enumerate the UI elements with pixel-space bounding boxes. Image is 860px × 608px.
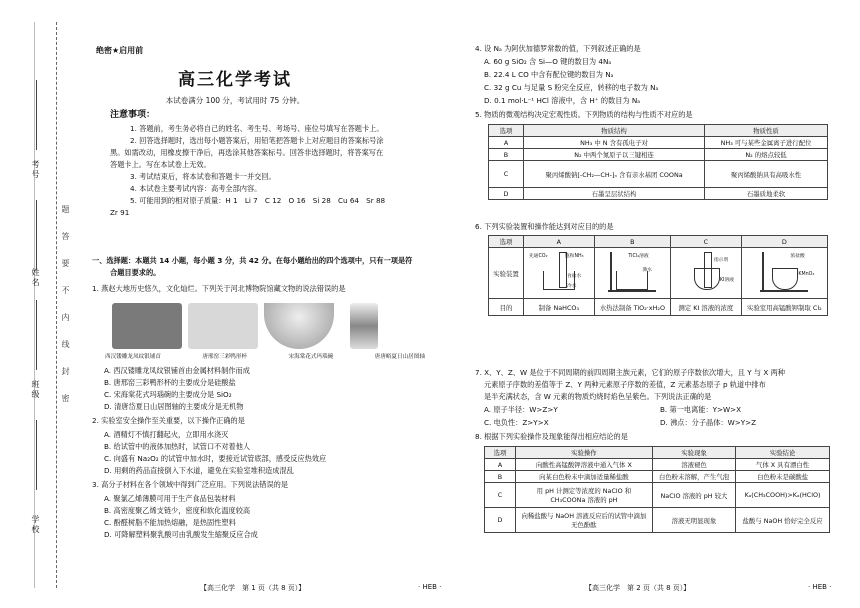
flask-shape [772, 268, 798, 290]
seal-char: 线 [61, 340, 70, 348]
table-cell: N₂ 中两个氮原子以三键相连 [524, 149, 705, 161]
apparatus-b-drawing [602, 250, 662, 294]
table-row [489, 299, 828, 316]
option: D. 用剩的药品直接倒入下水道，避免在实验室堆积造成混乱 [104, 466, 294, 475]
stand-shape [610, 252, 612, 292]
table-header: 实验现象 [652, 447, 735, 459]
table-header: 选项 [489, 125, 524, 137]
table-cell: 测定 KI 溶液的浓度 [670, 299, 741, 316]
field-class: 班级 [31, 380, 40, 400]
table-cell: Kₐ(CH₃COOH)>Kₐ(HClO) [736, 483, 830, 508]
section-heading: 一、选择题：本题共 14 小题，每小题 3 分，共 42 分。在每小题给出的四个选项中，只有一项是符 [92, 256, 413, 265]
option: B. 高密度聚乙烯支链少，密度和软化温度较高 [104, 506, 251, 515]
table-cell: A [485, 459, 516, 471]
table-cell: 制备 NaHCO₃ [524, 299, 595, 316]
option: A. 西汉镂雕龙凤纹银铺首由金属材料制作而成 [104, 366, 250, 375]
notice-item: 4. 本试卷主要考试内容：高考全部内容。 [130, 184, 262, 193]
table-cell: 石墨呈层状结构 [524, 188, 705, 200]
option: D. 可降解塑料聚乳酸可由乳酸发生缩聚反应合成 [104, 530, 258, 539]
notice-item: 3. 考试结束后，将本试卷和答题卡一并交回。 [130, 172, 276, 181]
apparatus-c [670, 248, 741, 299]
field-exam-number: 考号 [31, 160, 40, 180]
experiment-conclusion-table [484, 446, 830, 533]
field-school-line [36, 420, 37, 490]
field-class-line [36, 300, 37, 370]
notice-item: Zr 91 [110, 208, 130, 217]
table-header: 实验操作 [516, 447, 653, 459]
table-row [489, 149, 828, 161]
table-cell: D [489, 188, 524, 200]
question-stem: 2. 实验室安全操作至关重要，以下操作正确的是 [92, 416, 245, 425]
notice-heading: 注意事项： [110, 110, 156, 120]
table-cell: 向某白色粉末中滴加适量稀盐酸 [516, 471, 653, 483]
field-name: 姓名 [31, 268, 40, 288]
table-cell: C [489, 161, 524, 188]
field-name-line [36, 200, 37, 270]
question-stem: 7. X、Y、Z、W 是位于不同周期的前四周期主族元素，它们的原子序数依次增大，且 Y 与 X 两种 [475, 368, 785, 377]
table-header: B [594, 236, 670, 248]
section-heading-cont: 合题目要求的。 [110, 268, 161, 277]
publisher-mark: · HEB · [418, 583, 442, 591]
table-row [485, 471, 830, 483]
artifact-caption: 唐唐峪夏日山居图轴 [374, 354, 425, 360]
binding-margin [0, 0, 78, 608]
artifact-duck-cup-image [188, 303, 258, 349]
notice-item: 黑。如需改动，用橡皮擦干净后，再选涂其他答案标号。回答非选择题时，将答案写在 [110, 148, 384, 157]
table-cell: A [489, 137, 524, 149]
artifact-agate-bowl-image [264, 303, 334, 349]
apparatus-b [594, 248, 670, 299]
table-cell: 向稀盐酸与 NaOH 溶液反应后的试管中滴加无色酚酞 [516, 508, 653, 533]
table-cell: 气体 X 具有漂白性 [736, 459, 830, 471]
seal-char: 密 [61, 394, 70, 402]
question-stem: 8. 根据下列实验操作及现象能得出相应结论的是 [475, 432, 628, 441]
option: A. 原子半径：W>Z>Y [484, 405, 558, 414]
seal-char: 要 [61, 259, 70, 267]
table-row [485, 459, 830, 471]
option: B. 第一电离能：Y>W>X [660, 405, 742, 414]
table-cell: B [489, 149, 524, 161]
field-exam-number-line [36, 80, 37, 150]
table-header: 选项 [485, 447, 516, 459]
question-stem: 6. 下列实验装置和操作能达到对应目的的是 [475, 222, 614, 231]
table-header: A [524, 236, 595, 248]
apparatus-a-drawing [529, 250, 589, 294]
apparatus-label: TiCl₄溶液 [628, 254, 649, 259]
apparatus-label: 浓盐酸 [790, 254, 805, 259]
option: B. 22.4 L CO 中含有配位键的数目为 Nₐ [484, 70, 614, 79]
artifact-silver-knocker-image [112, 303, 182, 349]
option: C. 电负性：Z>Y>X [484, 418, 549, 427]
option: D. 清唐岱夏日山居图轴的主要成分是无机物 [104, 402, 244, 411]
option: C. 宋海棠花式玛瑙碗的主要成分是 SiO₂ [104, 390, 232, 399]
page-title: 高三化学考试 [178, 70, 292, 90]
apparatus-label: 冷水 [566, 284, 577, 289]
table-cell: 实验装置 [489, 248, 524, 299]
stand-base-shape [608, 290, 656, 292]
notice-item: 2. 回答选择题时，选出每小题答案后，用铅笔把答题卡上对应题目的答案标号涂 [130, 136, 384, 145]
page-footer: 【高三化学 第 1 页（共 8 页）】 [200, 584, 306, 592]
option: C. 向盛有 Na₂O₂ 的试管中加水时，要接近试管底部，感受反应热效应 [104, 454, 327, 463]
artifact-scroll-image [350, 303, 378, 349]
confidential-mark: 绝密★启用前 [96, 46, 144, 55]
apparatus-table [488, 235, 828, 316]
table-header: 物质结构 [524, 125, 705, 137]
table-cell: 实验室用高锰酸钾制取 Cl₂ [741, 299, 827, 316]
seal-char: 题 [61, 205, 70, 213]
table-cell: C [485, 483, 516, 508]
artifact-caption: 宋海棠花式玛瑙碗 [288, 354, 334, 360]
table-header: 物质性质 [705, 125, 828, 137]
seal-char: 不 [61, 286, 70, 294]
artifact-images [112, 303, 412, 353]
table-cell: NaClO 溶液的 pH 较大 [652, 483, 735, 508]
apparatus-a [524, 248, 595, 299]
field-school: 学校 [31, 515, 40, 535]
publisher-mark: · HEB · [808, 583, 832, 591]
table-cell: 目的 [489, 299, 524, 316]
table-cell: 聚丙烯酸钠具有高吸水性 [705, 161, 828, 188]
apparatus-d [741, 248, 827, 299]
table-cell: 溶液无明显现象 [652, 508, 735, 533]
table-cell: D [485, 508, 516, 533]
table-header: C [670, 236, 741, 248]
apparatus-label: 食盐水 [566, 274, 582, 279]
notice-item: 1. 答题前，考生务必将自己的姓名、考生号、考场号、座位号填写在答题卡上。 [130, 124, 384, 133]
option: D. 沸点：分子晶体：W>Y>Z [660, 418, 757, 427]
table-cell: 向酸性高锰酸钾溶液中通入气体 X [516, 459, 653, 471]
seal-char: 内 [61, 313, 70, 321]
table-cell: B [485, 471, 516, 483]
table-header: D [741, 236, 827, 248]
binding-rule [34, 22, 35, 588]
table-cell: NH₃ 中 N 含有孤电子对 [524, 137, 705, 149]
table-cell: 白色粉末是碳酸盐 [736, 471, 830, 483]
seal-dashed-line [56, 22, 57, 588]
apparatus-label: KI溶液 [719, 278, 734, 283]
apparatus-c-drawing [676, 250, 736, 294]
question-stem: 3. 高分子材料在各个领域中得到广泛应用。下列说法错误的是 [92, 480, 289, 489]
page-footer: 【高三化学 第 2 页（共 8 页）】 [585, 584, 691, 592]
structure-property-table [488, 124, 828, 200]
table-row [489, 161, 828, 188]
table-cell: 聚丙烯酸钠[-CH₂—CH-]ₙ 含有亲水基团 COONa [524, 161, 705, 188]
table-cell: N₂ 的熔点较低 [705, 149, 828, 161]
exam-subtitle: 本试卷满分 100 分，考试用时 75 分钟。 [165, 96, 305, 105]
table-row [485, 483, 830, 508]
table-cell: 溶液褪色 [652, 459, 735, 471]
apparatus-label: 指示剂 [713, 258, 729, 263]
artifact-caption: 西汉镂雕龙凤纹银铺首 [105, 354, 161, 360]
question-stem-cont: 元素原子序数的差值等于 Z、Y 两种元素原子序数的差值，Z 元素基态原子 p 轨道中排布 [484, 380, 766, 389]
option: C. 32 g Cu 与足量 S 粉完全反应，转移的电子数为 Nₐ [484, 83, 659, 92]
notice-item: 5. 可能用到的相对原子质量：H 1 Li 7 C 12 O 16 Si 28 Cu 64 Sr 88 [130, 196, 386, 205]
question-stem-cont: 是半充满状态，含 W 元素的物质灼烧时焰色呈紫色。下列说法正确的是 [484, 392, 712, 401]
table-header: 选项 [489, 236, 524, 248]
stand-base-shape [760, 290, 808, 292]
apparatus-label: KMnO₄ [798, 272, 815, 277]
table-row [485, 508, 830, 533]
table-cell: 用 pH 计测定等浓度的 NaClO 和 CH₃COONa 溶液的 pH [516, 483, 653, 508]
table-row [489, 188, 828, 200]
table-row [489, 137, 828, 149]
table-header: 实验结论 [736, 447, 830, 459]
stand-shape [762, 252, 764, 292]
burette-shape [704, 252, 712, 288]
apparatus-label: 饱和NH₃ [564, 254, 584, 259]
question-stem: 5. 物质的微观结构决定宏观性质。下列物质的结构与性质不对应的是 [475, 110, 693, 119]
option: B. 给试管中的液体加热时，试管口不对着他人 [104, 442, 251, 451]
seal-char: 封 [61, 367, 70, 375]
option: D. 0.1 mol·L⁻¹ HCl 溶液中，含 H⁺ 的数目为 Nₐ [484, 96, 641, 105]
question-stem: 1. 燕赵大地历史悠久，文化灿烂。下列关于河北博物院馆藏文物的说法错误的是 [92, 284, 346, 293]
seal-char: 答 [61, 232, 70, 240]
table-cell: NH₃ 可与某些金属离子进行配位 [705, 137, 828, 149]
option: A. 60 g SiO₂ 含 Si—O 键的数目为 4Nₐ [484, 57, 612, 66]
beaker-shape [616, 271, 648, 290]
option: A. 聚氯乙烯薄膜可用于生产食品包装材料 [104, 494, 236, 503]
option: A. 酒精灯不慎打翻起火，立即用水浇灭 [104, 430, 229, 439]
apparatus-label: 沸水 [642, 268, 652, 273]
artifact-captions [105, 352, 425, 360]
question-stem: 4. 设 Nₐ 为阿伏加德罗常数的值，下列叙述正确的是 [475, 44, 641, 53]
artifact-caption: 唐邢窑三彩鸭形杯 [202, 354, 248, 360]
apparatus-d-drawing [754, 250, 814, 294]
table-cell: 石墨质地柔软 [705, 188, 828, 200]
table-cell: 白色粉末溶解，产生气泡 [652, 471, 735, 483]
option: C. 酚醛树脂不能加热熔融，是热固性塑料 [104, 518, 236, 527]
notice-item: 答题卡上。写在本试卷上无效。 [110, 160, 211, 169]
option: B. 唐邢窑三彩鸭形杯的主要成分是硅酸盐 [104, 378, 236, 387]
table-cell: 盐酸与 NaOH 恰好完全反应 [736, 508, 830, 533]
apparatus-label: 先通CO₂ [528, 254, 548, 259]
table-cell: 水热法制备 TiO₂·xH₂O [594, 299, 670, 316]
table-row [489, 248, 828, 299]
